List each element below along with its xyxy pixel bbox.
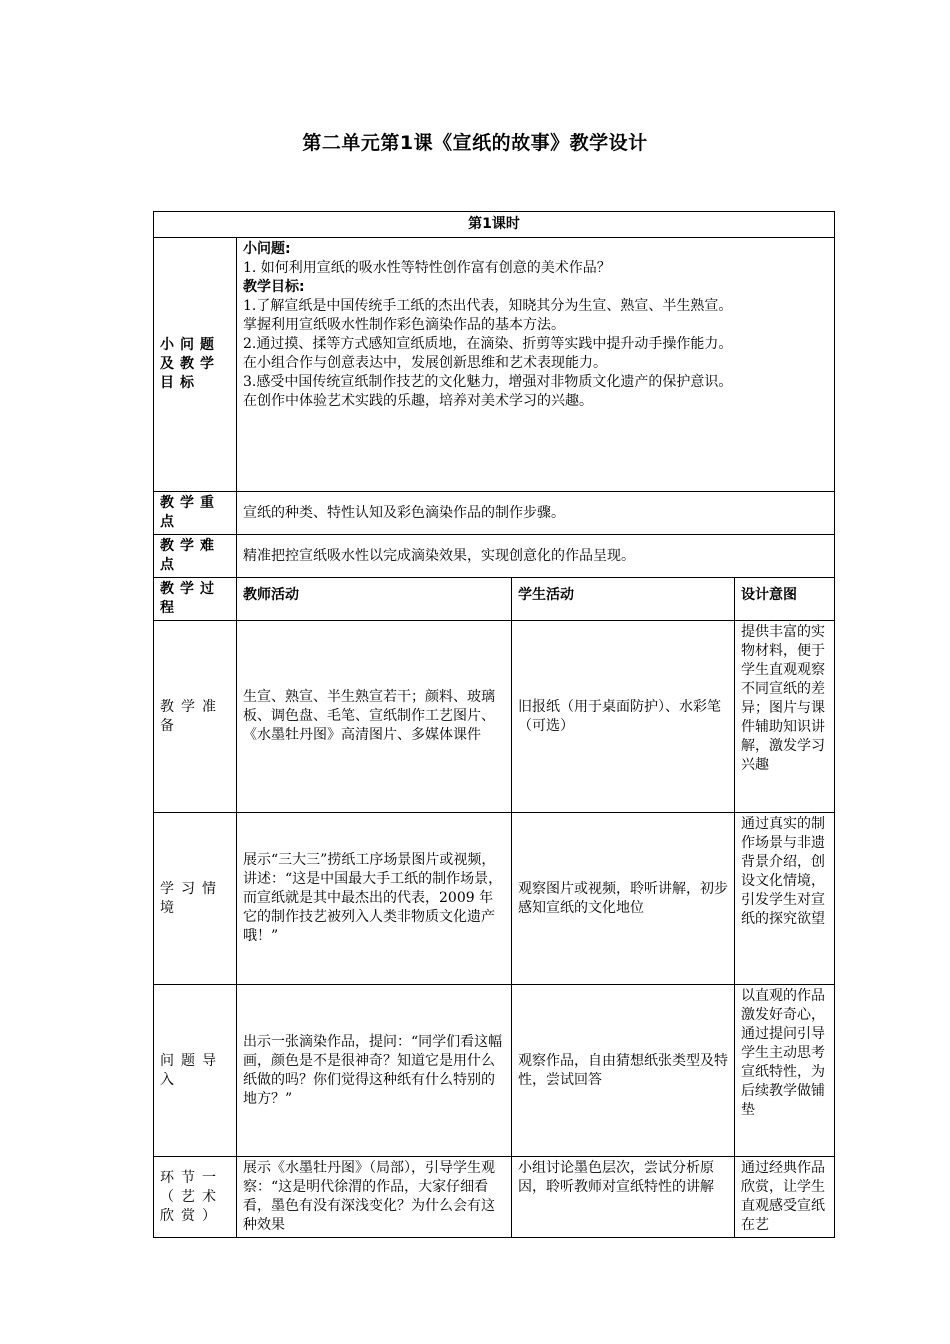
period-cell: 第1课时 <box>154 212 835 238</box>
teacher-activity: 生宣、熟宣、半生熟宣若干；颜料、玻璃板、调色盘、毛笔、宣纸制作工艺图片、《水墨牡丹图》高清图片、多媒体课件 <box>237 621 512 813</box>
design-intent: 通过真实的制作场景与非遗背景介绍，创设文化情境，引发学生对宣纸的探究欲望 <box>735 813 835 985</box>
stage-label: 学习情境 <box>154 813 237 985</box>
student-activity: 观察图片或视频，聆听讲解，初步感知宣纸的文化地位 <box>512 813 735 985</box>
process-label: 教学过程 <box>154 578 237 621</box>
table-row <box>154 621 835 813</box>
student-activity: 观察作品，自由猜想纸张类型及特性，尝试回答 <box>512 985 735 1157</box>
difficulty-text: 精准把控宣纸吸水性以完成滴染效果，实现创意化的作品呈现。 <box>237 535 835 578</box>
difficulty-label: 教学难点 <box>154 535 237 578</box>
goal-item: 在小组合作与创意表达中，发展创新思维和艺术表现能力。 <box>243 355 607 371</box>
goal-item: 1.了解宣纸是中国传统手工纸的杰出代表，知晓其分为生宣、熟宣、半生熟宣。 <box>243 298 733 314</box>
key-point-text: 宣纸的种类、特性认知及彩色滴染作品的制作步骤。 <box>237 492 835 535</box>
teacher-activity: 展示“三大三”捞纸工序场景图片或视频，讲述：“这是中国最大手工纸的制作场景，而宣纸就是其中最杰出的代表，2009 年它的制作技艺被列入人类非物质文化遗产哦！” <box>237 813 512 985</box>
period-row <box>154 212 835 238</box>
objectives-row <box>154 238 835 492</box>
objectives-content <box>237 238 835 492</box>
student-activity-header: 学生活动 <box>512 578 735 621</box>
goal-item: 在创作中体验艺术实践的乐趣，培养对美术学习的兴趣。 <box>243 393 593 409</box>
process-header-row <box>154 578 835 621</box>
stage-label: 教学准备 <box>154 621 237 813</box>
key-point-row <box>154 492 835 535</box>
table-row <box>154 1157 835 1238</box>
goal-heading: 教学目标: <box>243 279 305 295</box>
question-heading: 小问题: <box>243 241 291 257</box>
objectives-label: 小问题及教学目标 <box>154 238 237 492</box>
goal-item: 2.通过摸、揉等方式感知宣纸质地，在滴染、折剪等实践中提升动手操作能力。 <box>243 336 733 352</box>
stage-label: 问题导入 <box>154 985 237 1157</box>
table-row <box>154 813 835 985</box>
teacher-activity-header: 教师活动 <box>237 578 512 621</box>
teacher-activity: 展示《水墨牡丹图》（局部），引导学生观察：“这是明代徐渭的作品，大家仔细看看，墨色有没有深浅变化？为什么会有这种效果 <box>237 1157 512 1238</box>
page-title: 第二单元第1课《宣纸的故事》教学设计 <box>302 132 648 154</box>
goal-item: 3.感受中国传统宣纸制作技艺的文化魅力，增强对非物质文化遗产的保护意识。 <box>243 374 733 390</box>
stage-label: 环节一（艺术欣赏） <box>154 1157 237 1238</box>
goal-item: 掌握利用宣纸吸水性制作彩色滴染作品的基本方法。 <box>243 317 565 333</box>
student-activity: 旧报纸（用于桌面防护）、水彩笔（可选） <box>512 621 735 813</box>
design-intent: 以直观的作品激发好奇心，通过提问引导学生主动思考宣纸特性，为后续教学做铺垫 <box>735 985 835 1157</box>
table-row <box>154 985 835 1157</box>
key-point-label: 教学重点 <box>154 492 237 535</box>
teacher-activity: 出示一张滴染作品，提问：“同学们看这幅画，颜色是不是很神奇？知道它是用什么纸做的吗？你们觉得这种纸有什么特别的地方？” <box>237 985 512 1157</box>
lesson-plan-table <box>153 211 835 1238</box>
design-intent-header: 设计意图 <box>735 578 835 621</box>
design-intent: 通过经典作品欣赏，让学生直观感受宣纸在艺 <box>735 1157 835 1238</box>
difficulty-row <box>154 535 835 578</box>
student-activity: 小组讨论墨色层次，尝试分析原因，聆听教师对宣纸特性的讲解 <box>512 1157 735 1238</box>
question-text: 1. 如何利用宣纸的吸水性等特性创作富有创意的美术作品？ <box>243 260 611 276</box>
design-intent: 提供丰富的实物材料，便于学生直观观察不同宣纸的差异；图片与课件辅助知识讲解，激发学习兴趣 <box>735 621 835 813</box>
